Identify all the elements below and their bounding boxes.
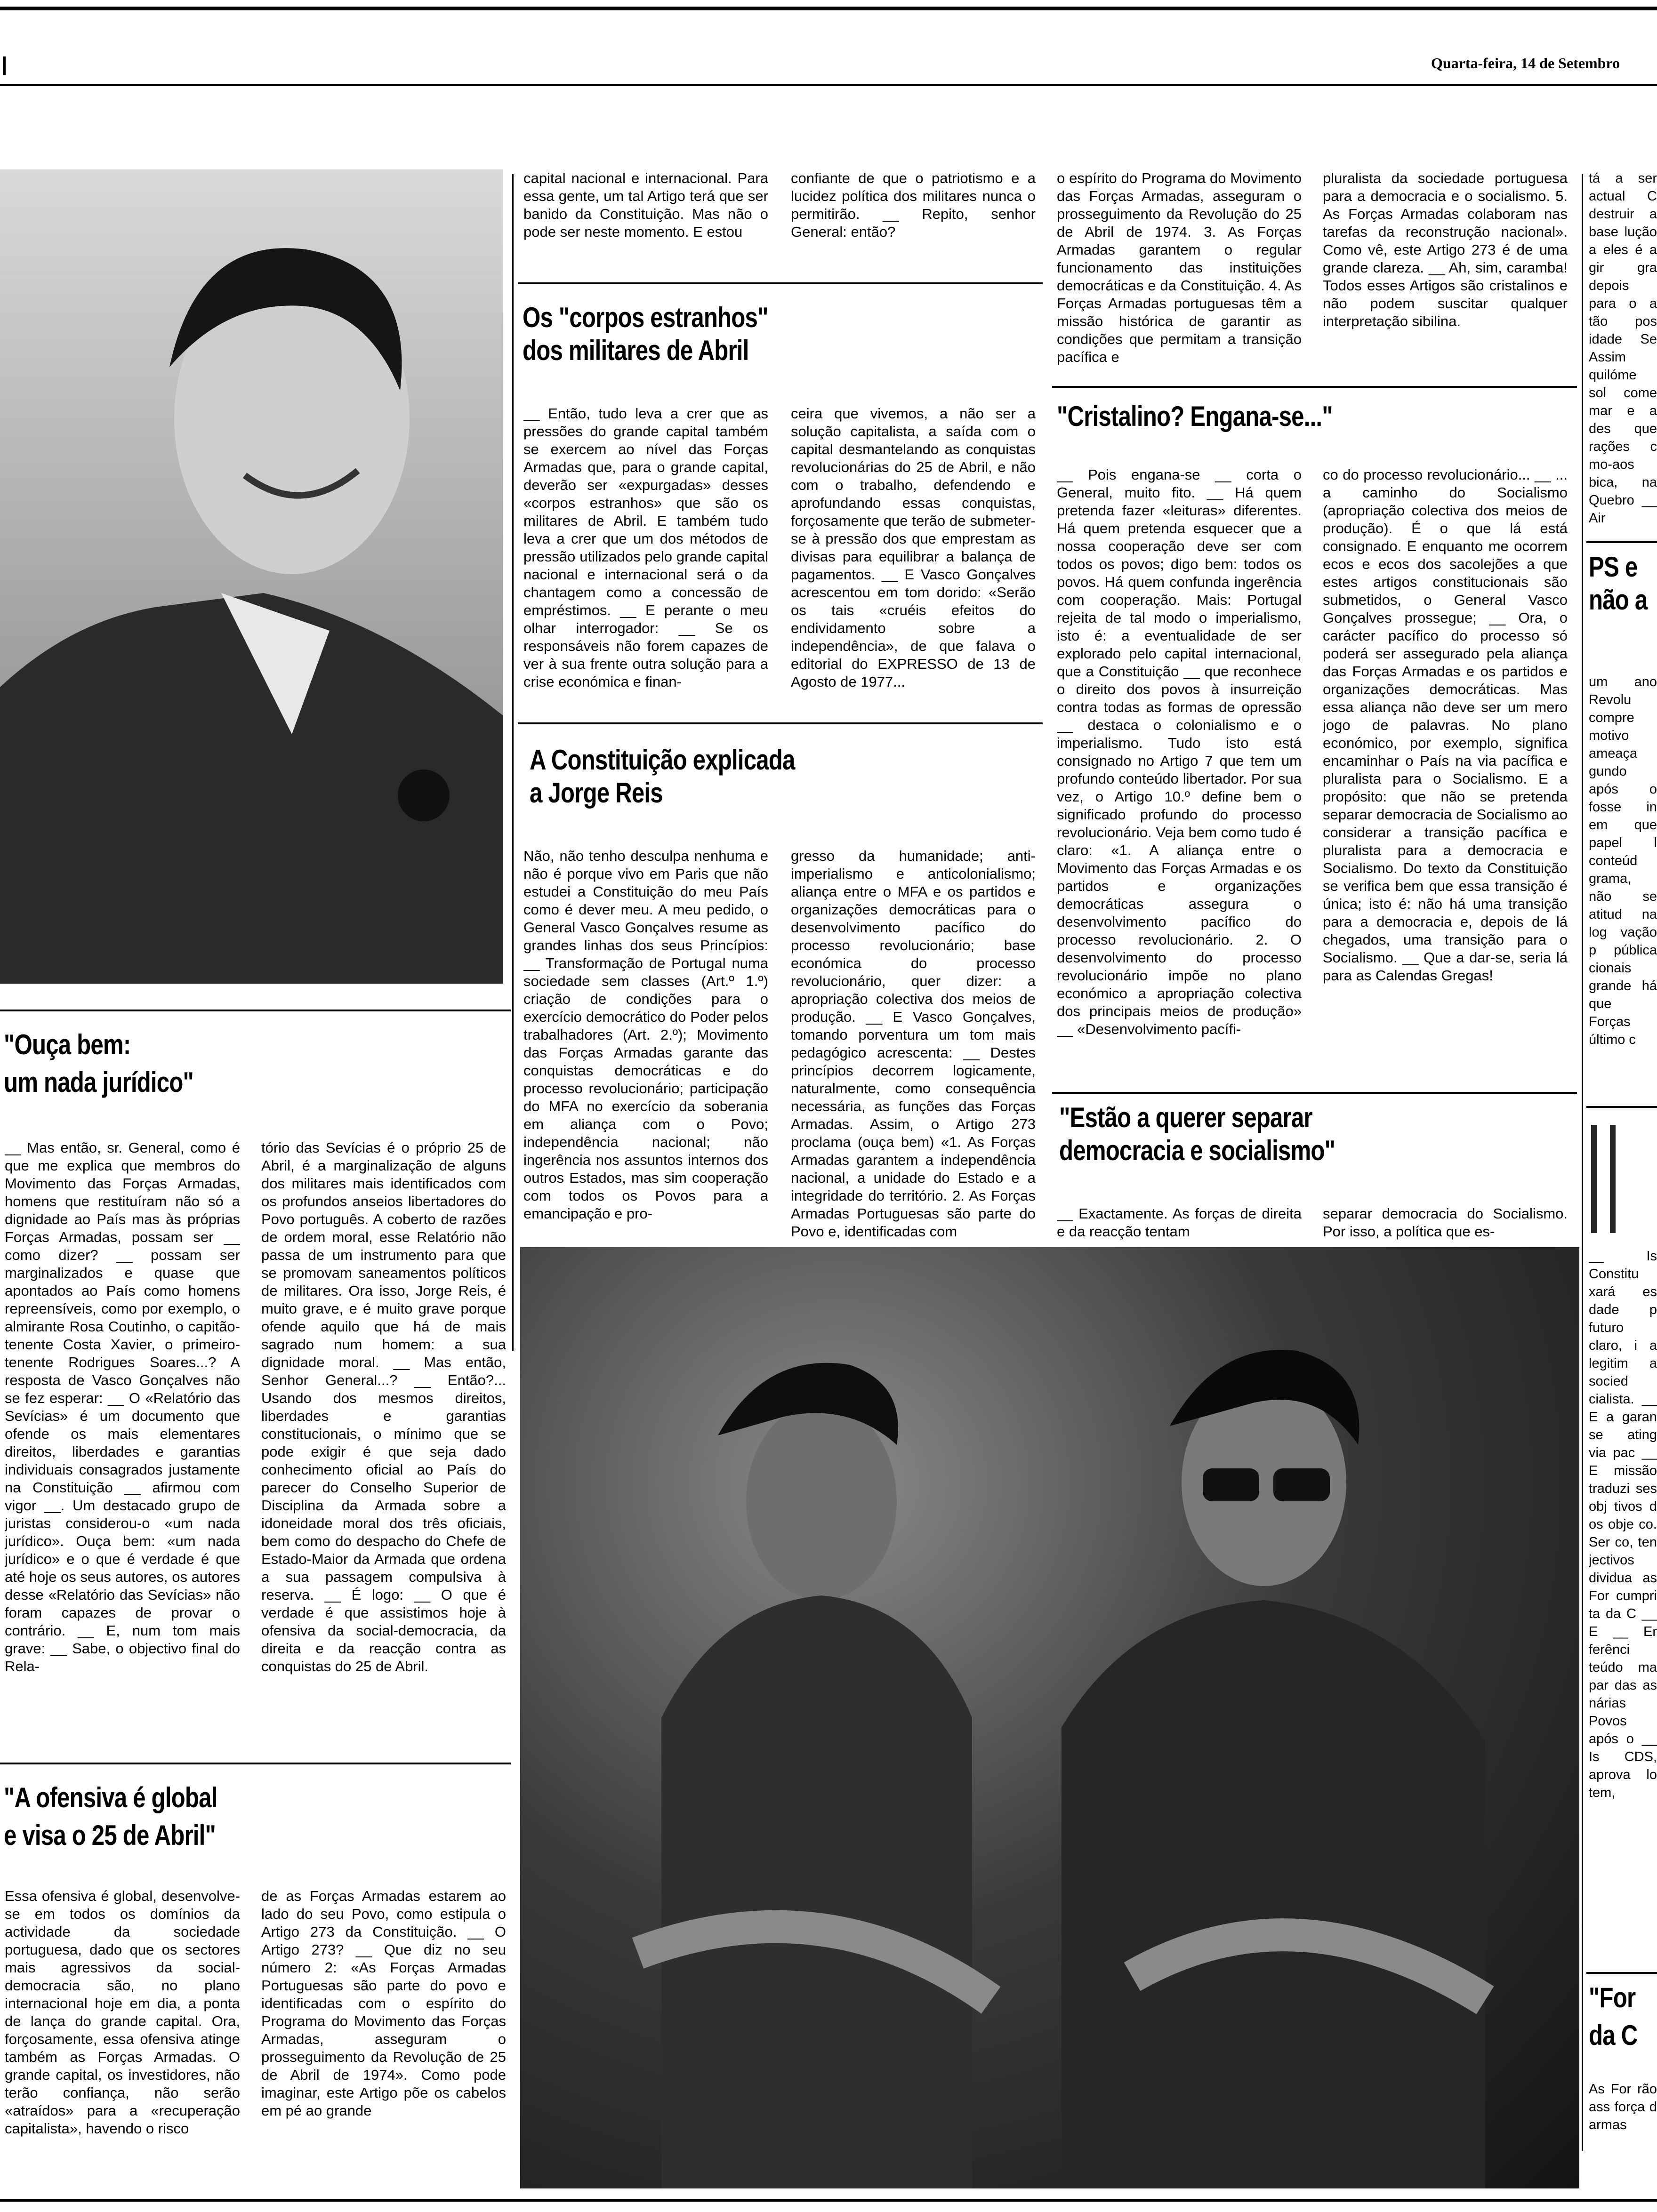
col-top-4: pluralista da sociedade portuguesa para a democracia e o socialismo. 5. As Forças Armadas colaboram nas tarefas da reconstrução nacional». Como vê, este Artigo 273 é de uma grande clareza. __ Ah, sim, caramba! Todos esses Artigos são cristalinos e não podem suscitar qualquer interpretação sibilina. <box>1323 170 1568 329</box>
col-top-1: capital nacional e internacional. Para essa gente, um tal Artigo terá que ser banido da Constituição. Mas não o pode ser neste momento. E estou <box>523 170 768 240</box>
right-section-mark <box>1591 1125 1648 1233</box>
headline-ofensiva-l1: "A ofensiva é global <box>4 1782 217 1813</box>
section-rule <box>1052 386 1577 388</box>
section-rule <box>518 282 1043 284</box>
section-rule <box>518 722 1043 724</box>
col-ofen-2: de as Forças Armadas estarem ao lado do seu Povo, como estipula o Artigo 273 da Constituição. __ O Artigo 273? __ Que diz no seu número 2: «As Forças Armadas Portuguesas são parte do povo e identificadas com o espírito do Programa do Movimento das Forças Armadas, asseguram o prosseguimento da Revolução de 25 de Abril de 1974». Como pode imaginar, este Artigo põe os cabelos em pé ao grande <box>261 1888 506 2119</box>
section-rule <box>1586 1106 1657 1108</box>
col-divider <box>1582 174 1583 2151</box>
col-right-top: tá a ser actual C destruir a base lução a eles é a gir gra depois para o a tão pos idade Se Assim quilóme sol come mar e a des que rações c mo-aos bica, na Quebro __ Air <box>1589 171 1657 526</box>
headline-ofensiva-l2: e visa o 25 de Abril" <box>4 1819 216 1851</box>
col-ofen-1: Essa ofensiva é global, desenvolve-se em todos os domínios da actividade da sociedade portuguesa, dado que os sectores mais agressivos da social-democracia são, no plano internacional hoje em dia, a ponta de lança do grande capital. Ora, forçosamente, essa ofensiva atinge também as Forças Armadas. O grande capital, os investidores, não terão confiança, não serão «atraídos» para a «recuperação capitalista», havendo o risco <box>5 1888 240 2137</box>
col-sep-2: separar democracia do Socialismo. Por isso, a política que es- <box>1323 1205 1568 1240</box>
headline-fo-l1: "For <box>1589 1982 1636 2013</box>
section-rule <box>1052 1092 1577 1094</box>
headline-fo-l2: da C <box>1589 2020 1638 2051</box>
col-divider <box>512 174 514 1351</box>
masthead-rule <box>0 84 1657 86</box>
bottom-border <box>0 2199 1657 2202</box>
col-right-mid: um ano Revolu compre motivo ameaça gundo após o fosse in em que papel l conteúd grama, não se atitud na log vação p pública cionais grande há que Forças último c <box>1589 674 1657 1047</box>
portrait-photo <box>0 169 503 984</box>
section-rule <box>0 1763 511 1764</box>
col-corpos-2: ceira que vivemos, a não ser a solução capitalista, a saída com o capital desmantelando as conquistas revolucionárias do 25 de Abril, e não com o trabalho, defendendo e aprofundando essas conquistas, forçosamente que terão de submeter-se à pressão dos que emprestam as divisas para equilibrar a balança de pagamentos. __ E Vasco Gonçalves acrescentou em tom dorido: «Serão os tais «cruéis efeitos do endividamento sobre a independência», de que falava o editorial do EXPRESSO de 13 de Agosto de 1977... <box>791 405 1036 690</box>
col-top-3: o espírito do Programa do Movimento das Forças Armadas, asseguram o prosseguimento da Revolução do 25 de Abril de 1974. 3. As Forças Armadas garantem o regular funcionamento das instituições democráticas e da Constituição. 4. As Forças Armadas portuguesas têm a missão histórica de garantir as condições que permitam a transição pacífica e <box>1057 170 1302 365</box>
person-silhouette-icon <box>0 169 503 984</box>
col-ouca-2: tório das Sevícias é o próprio 25 de Abril, é a marginalização de alguns dos militares mais identificados com os profundos anseios libertadores do Povo português. A coberto de razões de ordem moral, esse Relatório não passa de um instrumento para que se promovam saneamentos políticos de militares. Ora isso, Jorge Reis, é muito grave, e é muito grave porque ofende aquilo que há de mais sagrado num homem: a sua dignidade moral. __ Mas então, Senhor General...? __ Então?... Usando dos mesmos direitos, liberdades e garantias constitucionais, o mínimo que se pode exigir é que seja dado conhecimento oficial ao País do parecer do Conselho Superior de Disciplina da Armada sobre a idoneidade moral dos três oficiais, bem como do despacho do Chefe de Estado-Maior da Armada que ordena a sua passagem compulsiva à reserva. __ É logo: __ O que é verdade é que assistimos hoje à ofensiva da social-democracia, da direita e da reacção contra as conquistas do 25 de Abril. <box>261 1139 506 1675</box>
headline-ps-l2: não a <box>1589 584 1648 616</box>
col-corpos-1: __ Então, tudo leva a crer que as pressões do grande capital também se exercem ao nível das Forças Armadas que, para o grande capital, deverão ser «expurgadas» desses «corpos estranhos» que são os militares de Abril. E também tudo leva a crer que um dos métodos de pressão utilizados pelo grande capital nacional e internacional será o da chantagem como a concessão de empréstimos. __ E perante o meu olhar interrogador: __ Se os responsáveis não forem capazes de ver à sua frente outra solução para a crise económica e finan- <box>523 405 768 690</box>
col-top-2: confiante de que o patriotismo e a lucidez política dos militares nunca o permitirão. __ Repito, senhor General: então? <box>791 170 1036 240</box>
headline-corpos-l1: Os "corpos estranhos" <box>523 302 768 333</box>
top-border <box>0 7 1657 10</box>
two-men-silhouette-icon <box>520 1247 1579 2188</box>
col-right-bot: As For rão ass força d armas <box>1589 2082 1657 2132</box>
headline-ouca-l2: um nada jurídico" <box>4 1066 194 1098</box>
col-crist-2: co do processo revolucionário... __ ... a caminho do Socialismo (apropriação colectiva dos meios de produção). É o que lá está consignado. E enquanto me ocorrem ecos e ecos dos sacolejões a que estes artigos constitucionais são submetidos, o General Vasco Gonçalves prossegue; __ Ora, o carácter pacífico do processo só poderá ser assegurado pela aliança das Forças Armadas e os partidos e organizações democráticas. Mas essa aliança não deve ser um mero jogo de palavras. No plano económico, por exemplo, significa encaminhar o País na via pacífica e pluralista para o Socialismo. E a propósito: que não se pretenda separar democracia de Socialismo ao considerar a transição pacífica e pluralista para a democracia e Socialismo. Do texto da Constituição se verifica bem que essa transição é única; isto é: não há uma transição para a democracia e, depois de lá chegados, uma transição para o Socialismo. __ Que a dar-se, seria lá para as Calendas Gregas! <box>1323 466 1568 984</box>
col-const-2: gresso da humanidade; anti-imperialismo e anticolonialismo; aliança entre o MFA e os partidos e organizações democráticas para o desenvolvimento pacífico do processo revolucionário; base económica do processo revolucionário, quer dizer: a apropriação colectiva dos meios de produção. __ E Vasco Gonçalves, tomando porventura um tom mais pedagógico acrescenta: __ Destes princípios decorrem logicamente, naturalmente, como consequência necessária, as funções das Forças Armadas. Assim, o Artigo 273 proclama (ouça bem) «1. As Forças Armadas garantem a independência nacional, a unidade do Estado e a integridade do território. 2. As Forças Armadas Portuguesas são parte do Povo e, identificadas com <box>791 848 1036 1240</box>
headline-separar-l2: democracia e socialismo" <box>1059 1135 1335 1166</box>
page-edge-mark <box>3 56 6 75</box>
section-rule <box>1586 1972 1657 1974</box>
col-sep-1: __ Exactamente. As forças de direita e da reacção tentam <box>1057 1205 1302 1240</box>
headline-constituicao-l1: A Constituição explicada <box>530 744 795 776</box>
headline-ouca-l1: "Ouça bem: <box>4 1029 131 1060</box>
headline-cristalino: "Cristalino? Engana-se..." <box>1057 401 1333 432</box>
col-right-low: __ Is Constitu xará es dade p futuro claro, i a legitim a socied cialista. __ E a garan se ating via pac __ E missão traduzi ses obj tivos d os obje co. Ser co, ten jectivos dividua as For cumpri ta da C __ E __ Er ferênci teúdo ma par das as nárias Povos após o __ Is CDS, aprova lo tem, <box>1589 1249 1657 1800</box>
headline-constituicao-l2: a Jorge Reis <box>530 777 663 809</box>
col-const-1: Não, não tenho desculpa nenhuma e não é porque vivo em Paris que não estudei a Constituição do meu País como é dever meu. A meu pedido, o General Vasco Gonçalves resume as grandes linhas dos seus Princípios: __ Transformação de Portugal numa sociedade sem classes (Art.º 1.º) criação de condições para o exercício democrático do Poder pelos trabalhadores (Art. 2.º); Movimento das Forças Armadas garante das conquistas democráticas e do processo revolucionário; participação do MFA no exercício da soberania em aliança com o Povo; independência nacional; não ingerência nos assuntos internos dos outros Estados, mas sim cooperação com todos os Povos para a emancipação e pro- <box>523 848 768 1222</box>
headline-separar-l1: "Estão a querer separar <box>1059 1102 1312 1133</box>
masthead-date: Quarta-feira, 14 de Setembro <box>1431 55 1620 72</box>
headline-corpos-l2: dos militares de Abril <box>523 335 749 366</box>
headline-ps-l1: PS e <box>1589 551 1638 583</box>
two-men-photo <box>520 1247 1579 2188</box>
section-rule <box>1586 541 1657 543</box>
col-crist-1: __ Pois engana-se __ corta o General, muito fito. __ Há quem pretenda fazer «leituras» diferentes. Há quem pretenda esquecer que a nossa cooperação deve ser com todos os povos; digo bem: todos os povos. Há quem confunda ingerência com cooperação. Mais: Portugal rejeita de tal modo o imperialismo, isto é: a eventualidade de ser explorado pelo capital internacional, que a Constituição __ que reconhece o direito dos povos à insurreição contra todas as formas de opressão __ destaca o colonialismo e o imperialismo. Tudo isto está consignado no Artigo 7 que tem um profundo conteúdo libertador. Por sua vez, o Artigo 10.º define bem o significado profundo do processo revolucionário. Veja bem como tudo é claro: «1. A aliança entre o Movimento das Forças Armadas e os partidos e organizações democráticas assegura o desenvolvimento pacífico do processo revolucionário. 2. O desenvolvimento do processo revolucionário impõe no plano económico a apropriação colectiva dos principais meios de produção» __ «Desenvolvimento pacífi- <box>1057 466 1302 1037</box>
col-ouca-1: __ Mas então, sr. General, como é que me explica que membros do Movimento das Forças Armadas, homens que restituíram não só a dignidade ao País mas às próprias Forças Armadas, possam ser __ como dizer? __ possam ser marginalizados e quase que apontados ao País como homens repreensíveis, como por exemplo, o almirante Rosa Coutinho, o capitão-tenente Costa Xavier, o primeiro-tenente Rodrigues Soares...? A resposta de Vasco Gonçalves não se fez esperar: __ O «Relatório das Sevícias» é um documento que ofende os mais elementares direitos, liberdades e garantias individuais consagrados justamente na Constituição __ afirmou com vigor __. Um destacado grupo de juristas considerou-o «um nada jurídico». Ouça bem: «um nada jurídico» e o que é verdade é que até hoje os seus autores, os autores desse «Relatório das Sevícias» não foram capazes de provar o contrário. __ E, num tom mais grave: __ Sabe, o objectivo final do Rela- <box>5 1139 240 1675</box>
section-rule <box>0 1010 511 1011</box>
